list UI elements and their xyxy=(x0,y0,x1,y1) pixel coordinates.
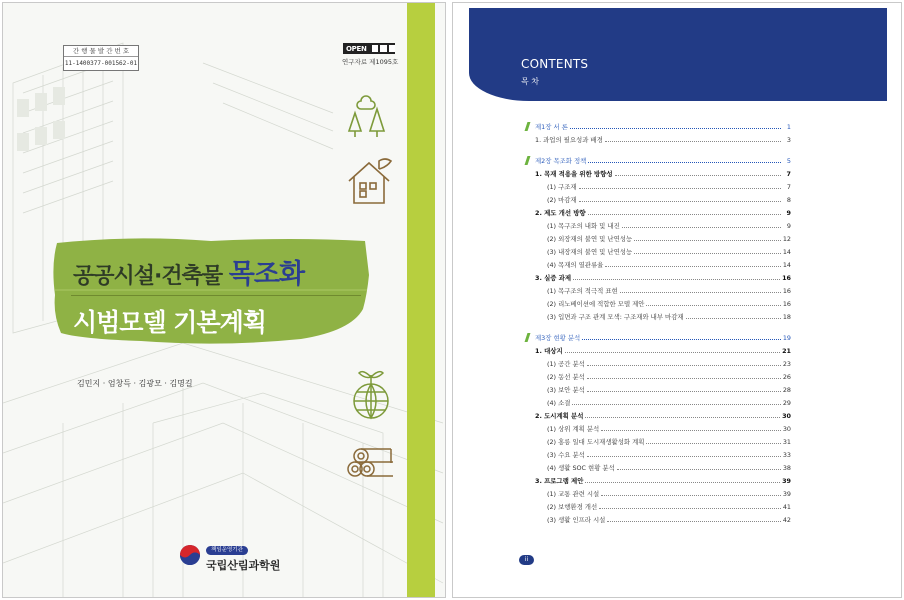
toc-subsection-entry[interactable] xyxy=(525,133,791,146)
toc-page-number: 14 xyxy=(782,247,791,256)
toc-section-entry[interactable] xyxy=(525,344,791,357)
toc-entry-label: 제3장 현황 분석 xyxy=(525,333,580,342)
toc-page-number: 31 xyxy=(782,437,791,446)
toc-subsection-entry[interactable] xyxy=(525,310,791,323)
toc-page-number: 23 xyxy=(782,359,791,368)
toc-chapter-entry[interactable] xyxy=(525,154,791,167)
toc-leader-dots xyxy=(588,214,781,215)
toc-page-number: 16 xyxy=(782,299,791,308)
toc-entry-label: 1. 목재 적용을 위한 방향성 xyxy=(535,170,613,178)
toc-page-number: 5 xyxy=(786,156,791,165)
toc-page-number: 9 xyxy=(786,208,791,217)
toc-page-number: 16 xyxy=(782,286,791,295)
toc-leader-dots xyxy=(588,162,781,163)
toc-subsection-entry[interactable] xyxy=(525,284,791,297)
toc-entry-label: (3) 수요 분석 xyxy=(547,451,585,459)
toc-leader-dots xyxy=(585,482,780,483)
open-license-logo xyxy=(343,43,395,54)
toc-page-number: 12 xyxy=(782,234,791,243)
toc-leader-dots xyxy=(601,430,781,431)
publication-number: 11-1400377-001562-01 xyxy=(64,60,138,67)
toc-leader-dots xyxy=(582,339,781,340)
title-divider xyxy=(71,295,361,296)
toc-leader-dots xyxy=(607,521,780,522)
toc-leader-dots xyxy=(601,495,781,496)
toc-subsection-entry[interactable] xyxy=(525,461,791,474)
toc-section-entry[interactable] xyxy=(525,167,791,180)
toc-entry-label: 3. 실증 과제 xyxy=(535,274,572,282)
toc-entry-label: 3. 프로그램 제안 xyxy=(535,477,584,485)
toc-subsection-entry[interactable] xyxy=(525,448,791,461)
toc-page-number: 21 xyxy=(782,346,791,355)
contents-subtitle: 목 차 xyxy=(521,77,539,86)
toc-leader-dots xyxy=(605,141,781,142)
toc-entry-label: (1) 상위 계획 분석 xyxy=(547,425,600,433)
toc-entry-label: (3) 내장재의 불연 및 난연성능 xyxy=(547,248,633,256)
toc-chapter-entry[interactable] xyxy=(525,120,791,133)
toc-entry-label: 1. 대상지 xyxy=(535,347,563,355)
toc-entry-label: 제2장 목조화 정책 xyxy=(525,156,586,165)
institute-logo xyxy=(179,536,280,573)
report-number: 연구자료 제1095호 xyxy=(342,58,399,66)
wooden-house-icon xyxy=(345,155,395,207)
institute-name: 국립산림과학원 xyxy=(206,559,281,572)
toc-entry-label: (4) 생활 SOC 현황 분석 xyxy=(547,464,615,472)
log-pile-icon xyxy=(345,439,397,479)
toc-leader-dots xyxy=(585,417,780,418)
toc-subsection-entry[interactable] xyxy=(525,435,791,448)
toc-entry-label: (3) 보안 분석 xyxy=(547,386,585,394)
toc-subsection-entry[interactable] xyxy=(525,245,791,258)
toc-page-number: 19 xyxy=(782,333,791,342)
toc-leader-dots xyxy=(686,318,781,319)
toc-chapter-entry[interactable] xyxy=(525,331,791,344)
toc-section-entry[interactable] xyxy=(525,206,791,219)
open-license-label: OPEN xyxy=(346,44,367,53)
cover-title-part1: 공공시설·건축물 xyxy=(73,264,223,289)
toc-leader-dots xyxy=(587,378,781,379)
trees-icon xyxy=(343,93,391,139)
toc-subsection-entry[interactable] xyxy=(525,422,791,435)
toc-page-number: 18 xyxy=(782,312,791,321)
toc-list xyxy=(525,120,791,526)
toc-leader-dots xyxy=(599,508,781,509)
toc-subsection-entry[interactable] xyxy=(525,383,791,396)
toc-leader-dots xyxy=(615,175,781,176)
toc-entry-label: 1. 과업의 필요성과 배경 xyxy=(535,136,603,144)
toc-subsection-entry[interactable] xyxy=(525,357,791,370)
toc-entry-label: (2) 홍릉 일대 도시재생활성화 계획 xyxy=(547,438,645,446)
cover-title-line2: 시범모델 기본계획 xyxy=(73,308,266,337)
toc-leader-dots xyxy=(570,128,781,129)
toc-leader-dots xyxy=(620,292,781,293)
toc-entry-label: (2) 동선 분석 xyxy=(547,373,585,381)
toc-page-number: 8 xyxy=(786,195,791,204)
page-number: ii xyxy=(519,555,534,565)
toc-page-number: 7 xyxy=(786,169,791,178)
toc-leader-dots xyxy=(617,469,781,470)
government-emblem-icon xyxy=(179,544,201,566)
toc-page-number: 28 xyxy=(782,385,791,394)
toc-section-entry[interactable] xyxy=(525,474,791,487)
toc-entry-label: (1) 교통 관련 시설 xyxy=(547,490,600,498)
toc-leader-dots xyxy=(646,443,780,444)
toc-page-number: 9 xyxy=(786,221,791,230)
toc-section-entry[interactable] xyxy=(525,271,791,284)
toc-entry-label: (2) 보행환경 개선 xyxy=(547,503,598,511)
toc-leader-dots xyxy=(634,240,781,241)
toc-leader-dots xyxy=(605,266,781,267)
toc-leader-dots xyxy=(565,352,780,353)
toc-entry-label: 2. 도시계획 분석 xyxy=(535,412,584,420)
toc-subsection-entry[interactable] xyxy=(525,219,791,232)
institute-type-badge: 책임운영기관 xyxy=(206,546,248,555)
toc-entry-label: (2) 리노베이션에 적합한 모델 제안 xyxy=(547,300,645,308)
cover-authors: 김민지 · 엄창득 · 김광모 · 김명길 xyxy=(77,379,193,388)
toc-subsection-entry[interactable] xyxy=(525,193,791,206)
report-cover xyxy=(2,2,446,598)
publication-number-label: 간 행 물 발 간 번 호 xyxy=(64,46,138,57)
cover-title-highlight: 목조화 xyxy=(228,259,305,290)
toc-subsection-entry[interactable] xyxy=(525,370,791,383)
toc-subsection-entry[interactable] xyxy=(525,487,791,500)
toc-page-number: 38 xyxy=(782,463,791,472)
toc-page-number: 39 xyxy=(782,476,791,485)
toc-page-number: 42 xyxy=(782,515,791,524)
toc-subsection-entry[interactable] xyxy=(525,297,791,310)
toc-subsection-entry[interactable] xyxy=(525,258,791,271)
contents-page xyxy=(452,2,902,598)
toc-page-number: 30 xyxy=(782,411,791,420)
toc-page-number: 1 xyxy=(786,122,791,131)
toc-entry-label: (3) 입면과 구조 관계 모색: 구조재와 내부 마감재 xyxy=(547,313,684,321)
toc-leader-dots xyxy=(646,305,780,306)
toc-leader-dots xyxy=(587,391,781,392)
toc-leader-dots xyxy=(573,279,780,280)
toc-entry-label: (3) 생활 인프라 시설 xyxy=(547,516,606,524)
toc-page-number: 39 xyxy=(782,489,791,498)
toc-page-number: 7 xyxy=(786,182,791,191)
toc-entry-label: (2) 외장재의 불연 및 난연성능 xyxy=(547,235,633,243)
contents-header xyxy=(469,8,887,101)
toc-entry-label: (1) 목구조의 내화 및 내진 xyxy=(547,222,620,230)
contents-title: CONTENTS xyxy=(521,57,589,71)
toc-subsection-entry[interactable] xyxy=(525,180,791,193)
toc-entry-label: 2. 제도 개선 방향 xyxy=(535,209,586,217)
toc-entry-label: (1) 공간 분석 xyxy=(547,360,585,368)
toc-page-number: 14 xyxy=(782,260,791,269)
toc-leader-dots xyxy=(634,253,781,254)
toc-entry-label: (2) 마감재 xyxy=(547,196,577,204)
toc-leader-dots xyxy=(579,188,781,189)
toc-page-number: 26 xyxy=(782,372,791,381)
toc-section-entry[interactable] xyxy=(525,409,791,422)
toc-page-number: 33 xyxy=(782,450,791,459)
toc-leader-dots xyxy=(587,456,781,457)
cover-title-line1 xyxy=(73,252,304,291)
publication-number-box xyxy=(63,45,139,71)
toc-entry-label: (1) 목구조의 적극적 표현 xyxy=(547,287,618,295)
toc-subsection-entry[interactable] xyxy=(525,232,791,245)
toc-page-number: 29 xyxy=(782,398,791,407)
toc-page-number: 30 xyxy=(782,424,791,433)
toc-page-number: 16 xyxy=(782,273,791,282)
toc-entry-label: (4) 목재의 열관류율 xyxy=(547,261,604,269)
toc-leader-dots xyxy=(579,201,781,202)
toc-leader-dots xyxy=(572,404,780,405)
toc-leader-dots xyxy=(622,227,781,228)
toc-entry-label: 제1장 서 론 xyxy=(525,122,568,131)
globe-plant-icon xyxy=(347,363,395,423)
green-side-stripe xyxy=(407,3,435,598)
toc-entry-label: (1) 구조재 xyxy=(547,183,577,191)
toc-subsection-entry[interactable] xyxy=(525,396,791,409)
toc-subsection-entry[interactable] xyxy=(525,500,791,513)
toc-page-number: 41 xyxy=(782,502,791,511)
toc-subsection-entry[interactable] xyxy=(525,513,791,526)
toc-page-number: 3 xyxy=(786,135,791,144)
toc-entry-label: (4) 소결 xyxy=(547,399,571,407)
toc-leader-dots xyxy=(587,365,781,366)
